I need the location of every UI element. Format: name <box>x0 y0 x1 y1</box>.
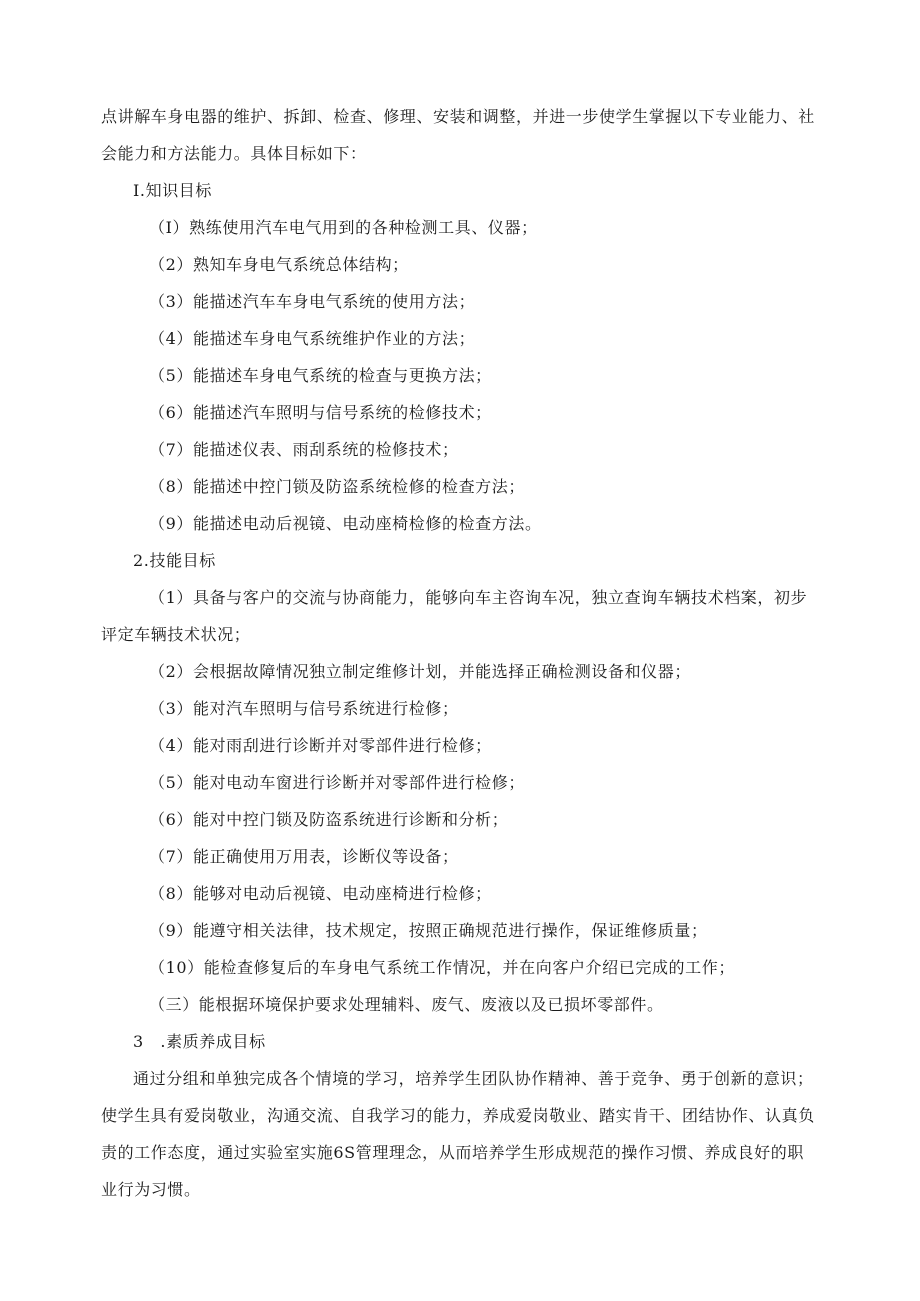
skills-item: （2）会根据故障情况独立制定维修计划，并能选择正确检测设备和仪器； <box>149 662 691 681</box>
skills-item: （6）能对中控门锁及防盗系统进行诊断和分析； <box>149 810 509 829</box>
knowledge-item: （5）能描述车身电气系统的检查与更换方法； <box>149 366 492 385</box>
skills-item: （4）能对雨刮进行诊断并对零部件进行检修； <box>149 736 492 755</box>
quality-heading: 3 .素质养成目标 <box>133 1032 266 1051</box>
knowledge-item: （9）能描述电动后视镜、电动座椅检修的检查方法。 <box>149 514 542 533</box>
skills-item: （5）能对电动车窗进行诊断并对零部件进行检修； <box>149 773 525 792</box>
knowledge-item: （4）能描述车身电气系统维护作业的方法； <box>149 329 476 348</box>
quality-paragraph-line: 使学生具有爱岗敬业，沟通交流、自我学习的能力，养成爱岗敬业、踏实肯干、团结协作、认真负 <box>101 1106 815 1125</box>
knowledge-item: （I）熟练使用汽车电气用到的各种检测工具、仪器； <box>149 218 538 237</box>
skills-item: （8）能够对电动后视镜、电动座椅进行检修； <box>149 884 492 903</box>
knowledge-item: （7）能描述仪表、雨刮系统的检修技术； <box>149 440 459 459</box>
skills-item: （7）能正确使用万用表，诊断仪等设备； <box>149 847 459 866</box>
knowledge-item: （2）熟知车身电气系统总体结构； <box>149 255 409 274</box>
quality-paragraph-line: 业行为习惯。 <box>101 1180 201 1199</box>
skills-item: （9）能遵守相关法律，技术规定，按照正确规范进行操作，保证维修质量； <box>149 921 708 940</box>
knowledge-item: （3）能描述汽车车身电气系统的使用方法； <box>149 292 476 311</box>
skills-item-1-line-1: （1）具备与客户的交流与协商能力，能够向车主咨询车况，独立查询车辆技术档案，初步 <box>149 588 808 607</box>
knowledge-item: （8）能描述中控门锁及防盗系统检修的检查方法； <box>149 477 525 496</box>
skills-item-1-line-2: 评定车辆技术状况； <box>101 625 251 644</box>
skills-item: （10）能检查修复后的车身电气系统工作情况，并在向客户介绍已完成的工作； <box>149 958 735 977</box>
skills-item: （3）能对汽车照明与信号系统进行检修； <box>149 699 459 718</box>
quality-paragraph-line: 通过分组和单独完成各个情境的学习，培养学生团队协作精神、善于竞争、勇于创新的意识； <box>133 1069 814 1088</box>
skills-item: （三）能根据环境保护要求处理辅料、废气、废液以及已损坏零部件。 <box>149 995 664 1014</box>
intro-line-1: 点讲解车身电器的维护、拆卸、检查、修理、安装和调整，并进一步使学生掌握以下专业能力、社 <box>101 107 815 126</box>
knowledge-item: （6）能描述汽车照明与信号系统的检修技术； <box>149 403 492 422</box>
intro-line-2: 会能力和方法能力。具体目标如下： <box>101 144 367 163</box>
knowledge-heading: I.知识目标 <box>133 181 213 200</box>
skills-heading: 2.技能目标 <box>133 551 216 570</box>
quality-paragraph-line: 责的工作态度，通过实验室实施6S管理理念，从而培养学生形成规范的操作习惯、养成良好的职 <box>101 1143 804 1162</box>
